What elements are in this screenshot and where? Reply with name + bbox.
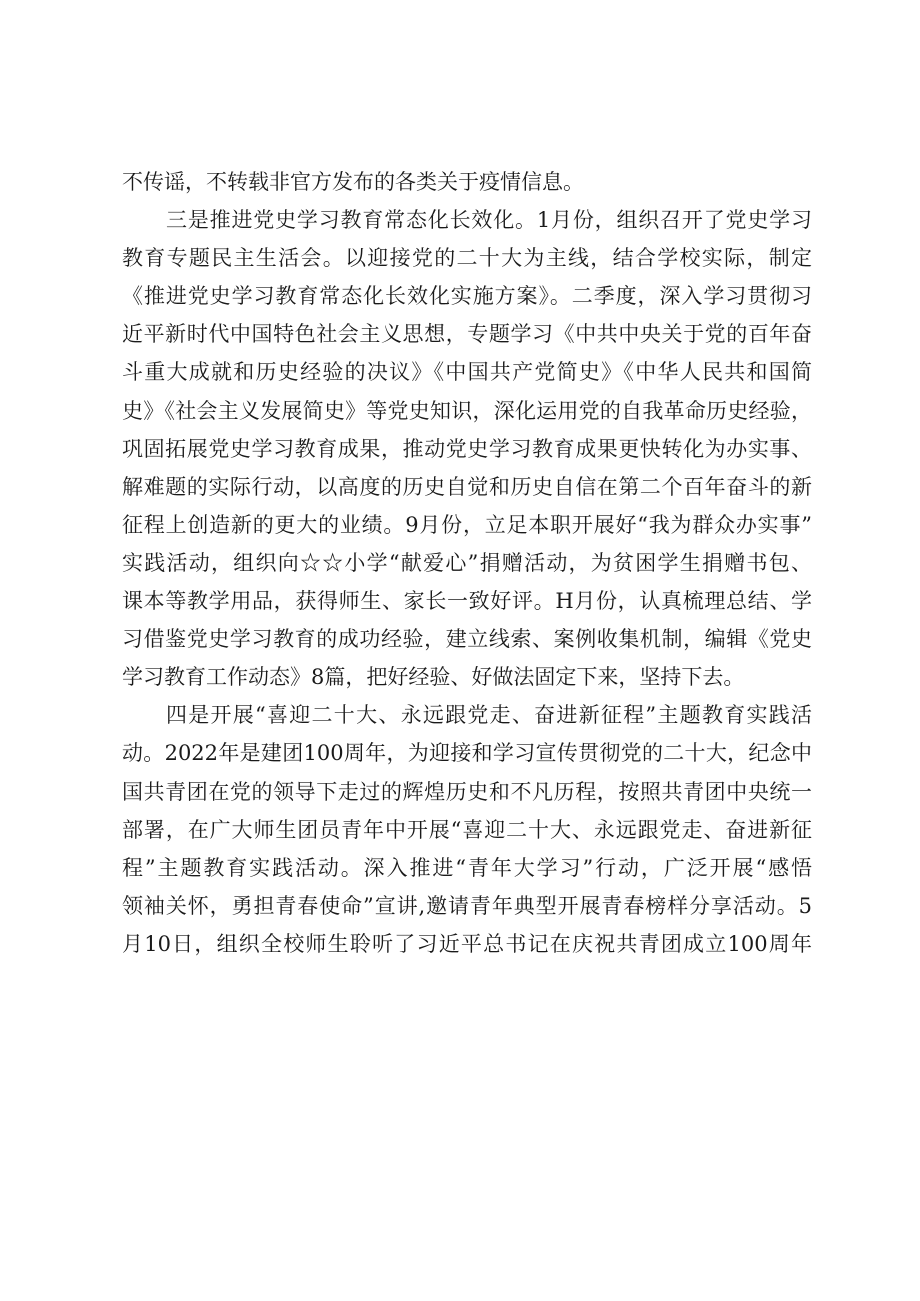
text-line: 领袖关怀，勇担青春使命”宣讲,邀请青年典型开展青春榜样分享活动。5 (122, 893, 812, 918)
text-line: 动。2022年是建团100周年，为迎接和学习宣传贯彻党的二十大，纪念中 (122, 741, 812, 766)
text-line: 国共青团在党的领导下走过的辉煌历史和不凡历程，按照共青团中央统一 (122, 779, 812, 804)
text-line: 巩固拓展党史学习教育成果，推动党史学习教育成果更快转化为办实事、 (122, 436, 812, 461)
text-line: 史》《社会主义发展简史》等党史知识，深化运用党的自我革命历史经验， (122, 398, 812, 423)
text-line: 不传谣，不转载非官方发布的各类关于疫情信息。 (122, 170, 584, 194)
text-line: 解难题的实际行动，以高度的历史自觉和历史自信在第二个百年奋斗的新 (122, 474, 812, 499)
text-line: 斗重大成就和历史经验的决议》《中国共产党简史》《中华人民共和国简 (122, 360, 812, 385)
text-line: 月10日，组织全校师生聆听了习近平总书记在庆祝共青团成立100周年 (122, 931, 812, 956)
text-line: 《推进党史学习教育常态化长效化实施方案》。二季度，深入学习贯彻习 (122, 284, 812, 309)
text-line: 教育专题民主生活会。以迎接党的二十大为主线，结合学校实际，制定 (122, 246, 812, 271)
text-line: 征程上创造新的更大的业绩。9月份，立足本职开展好“我为群众办实事” (122, 512, 812, 537)
text-line: 课本等教学用品，获得师生、家长一致好评。H月份，认真梳理总结、学 (122, 589, 812, 614)
body-text (122, 163, 812, 963)
paragraph-start-line: 四是开展“喜迎二十大、永远跟党走、奋进新征程”主题教育实践活 (166, 703, 812, 728)
text-line: 习借鉴党史学习教育的成功经验，建立线索、案例收集机制，编辑《党史 (122, 627, 812, 652)
text-line: 学习教育工作动态》8篇，把好经验、好做法固定下来，坚持下去。 (122, 665, 745, 690)
text-line: 程”主题教育实践活动。深入推进“青年大学习”行动，广泛开展“感悟 (122, 855, 812, 880)
text-line: 部署，在广大师生团员青年中开展“喜迎二十大、永远跟党走、奋进新征 (122, 817, 812, 842)
text-line: 近平新时代中国特色社会主义思想，专题学习《中共中央关于党的百年奋 (122, 322, 812, 347)
paragraph-start-line: 三是推进党史学习教育常态化长效化。1月份，组织召开了党史学习 (166, 208, 812, 233)
text-line: 实践活动，组织向☆☆小学“献爱心”捐赠活动，为贫困学生捐赠书包、 (122, 550, 812, 575)
